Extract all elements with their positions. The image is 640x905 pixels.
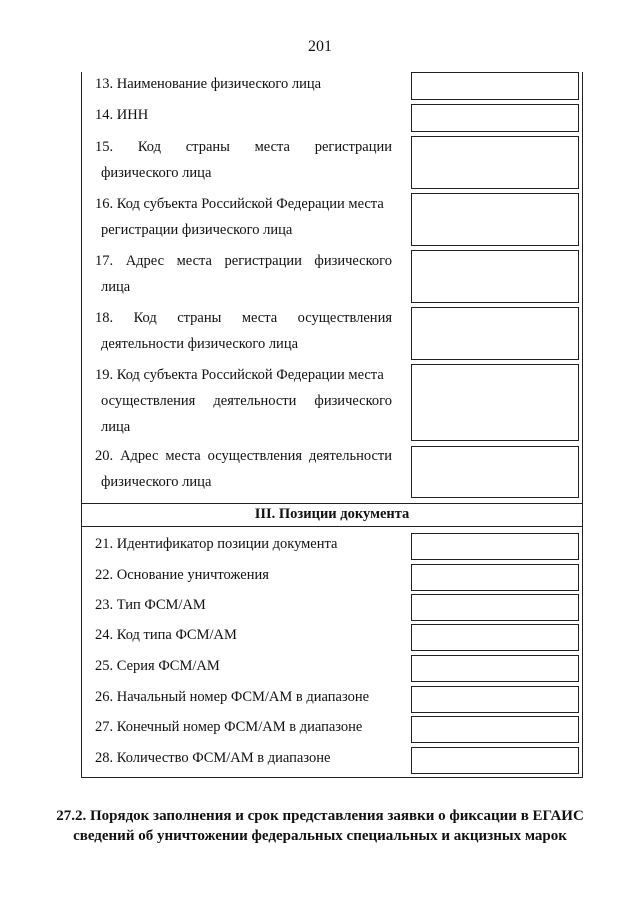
field-28-label xyxy=(95,745,392,771)
field-28-number: 28. xyxy=(95,750,114,766)
field-19-line3: лица xyxy=(101,419,131,435)
field-21-label xyxy=(95,531,392,557)
field-20-line1: Адрес места осуществления деятельности xyxy=(120,448,392,464)
field-15-input[interactable] xyxy=(411,136,579,189)
field-20-number: 20. xyxy=(95,448,114,464)
field-27-text: Конечный номер ФСМ/АМ в диапазоне xyxy=(116,719,363,735)
field-26-label xyxy=(95,684,392,710)
field-13-number: 13. xyxy=(95,76,114,92)
field-19-line2: осуществления деятельности физического xyxy=(101,393,392,409)
document-section-heading xyxy=(40,806,600,846)
field-16-line2: регистрации физического лица xyxy=(101,222,293,238)
field-24-label xyxy=(95,622,392,648)
field-14-number: 14. xyxy=(95,107,114,123)
field-17-input[interactable] xyxy=(411,250,579,303)
field-26-number: 26. xyxy=(95,689,114,705)
field-28-text: Количество ФСМ/АМ в диапазоне xyxy=(116,750,331,766)
field-15-number: 15. xyxy=(95,139,114,155)
field-18-input[interactable] xyxy=(411,307,579,360)
field-16-input[interactable] xyxy=(411,193,579,246)
field-26-text: Начальный номер ФСМ/АМ в диапазоне xyxy=(116,689,370,705)
field-27-label xyxy=(95,714,392,740)
field-14-input[interactable] xyxy=(411,104,579,132)
field-27-input[interactable] xyxy=(411,716,579,743)
field-20-input[interactable] xyxy=(411,446,579,498)
field-15-label xyxy=(95,134,392,186)
field-25-input[interactable] xyxy=(411,655,579,682)
field-23-text: Тип ФСМ/АМ xyxy=(116,597,206,613)
field-18-label xyxy=(95,305,392,357)
field-16-line1: Код субъекта Российской Федерации места xyxy=(116,196,384,212)
field-18-line2: деятельности физического лица xyxy=(101,336,299,352)
field-26-input[interactable] xyxy=(411,686,579,713)
field-19-number: 19. xyxy=(95,367,114,383)
field-24-number: 24. xyxy=(95,627,114,643)
field-18-number: 18. xyxy=(95,310,114,326)
field-16-number: 16. xyxy=(95,196,114,212)
field-17-number: 17. xyxy=(95,253,114,269)
field-24-text: Код типа ФСМ/АМ xyxy=(116,627,237,643)
section-heading: III. Позиции документа xyxy=(81,503,583,527)
field-22-input[interactable] xyxy=(411,564,579,591)
field-27-number: 27. xyxy=(95,719,114,735)
field-15-line2: физического лица xyxy=(101,165,212,181)
field-14-label xyxy=(95,102,392,128)
document-section-heading-line2: сведений об уничтожении федеральных специальных и акцизных марок xyxy=(73,828,567,844)
document-section-heading-line1: 27.2. Порядок заполнения и срок представления заявки о фиксации в ЕГАИС xyxy=(56,808,584,824)
field-23-label xyxy=(95,592,392,618)
field-23-input[interactable] xyxy=(411,594,579,621)
field-19-label xyxy=(95,362,392,440)
field-25-label xyxy=(95,653,392,679)
field-20-label xyxy=(95,443,392,495)
field-25-number: 25. xyxy=(95,658,114,674)
field-19-input[interactable] xyxy=(411,364,579,441)
field-18-line1: Код страны места осуществления xyxy=(133,310,392,326)
field-28-input[interactable] xyxy=(411,747,579,774)
field-21-number: 21. xyxy=(95,536,114,552)
field-17-line1: Адрес места регистрации физического xyxy=(125,253,392,269)
field-21-text: Идентификатор позиции документа xyxy=(116,536,338,552)
field-15-line1: Код страны места регистрации xyxy=(137,139,393,155)
field-19-line1: Код субъекта Российской Федерации места xyxy=(116,367,384,383)
field-13-input[interactable] xyxy=(411,72,579,100)
field-16-label xyxy=(95,191,392,243)
field-25-text: Серия ФСМ/АМ xyxy=(116,658,220,674)
field-21-input[interactable] xyxy=(411,533,579,560)
field-24-input[interactable] xyxy=(411,624,579,651)
field-22-text: Основание уничтожения xyxy=(116,567,269,583)
field-13-label xyxy=(95,71,392,97)
page-number: 201 xyxy=(308,38,332,55)
field-17-label xyxy=(95,248,392,300)
field-20-line2: физического лица xyxy=(101,474,212,490)
field-17-line2: лица xyxy=(101,279,131,295)
field-23-number: 23. xyxy=(95,597,114,613)
field-22-label xyxy=(95,562,392,588)
field-22-number: 22. xyxy=(95,567,114,583)
field-14-text: ИНН xyxy=(116,107,149,123)
field-13-text: Наименование физического лица xyxy=(116,76,322,92)
